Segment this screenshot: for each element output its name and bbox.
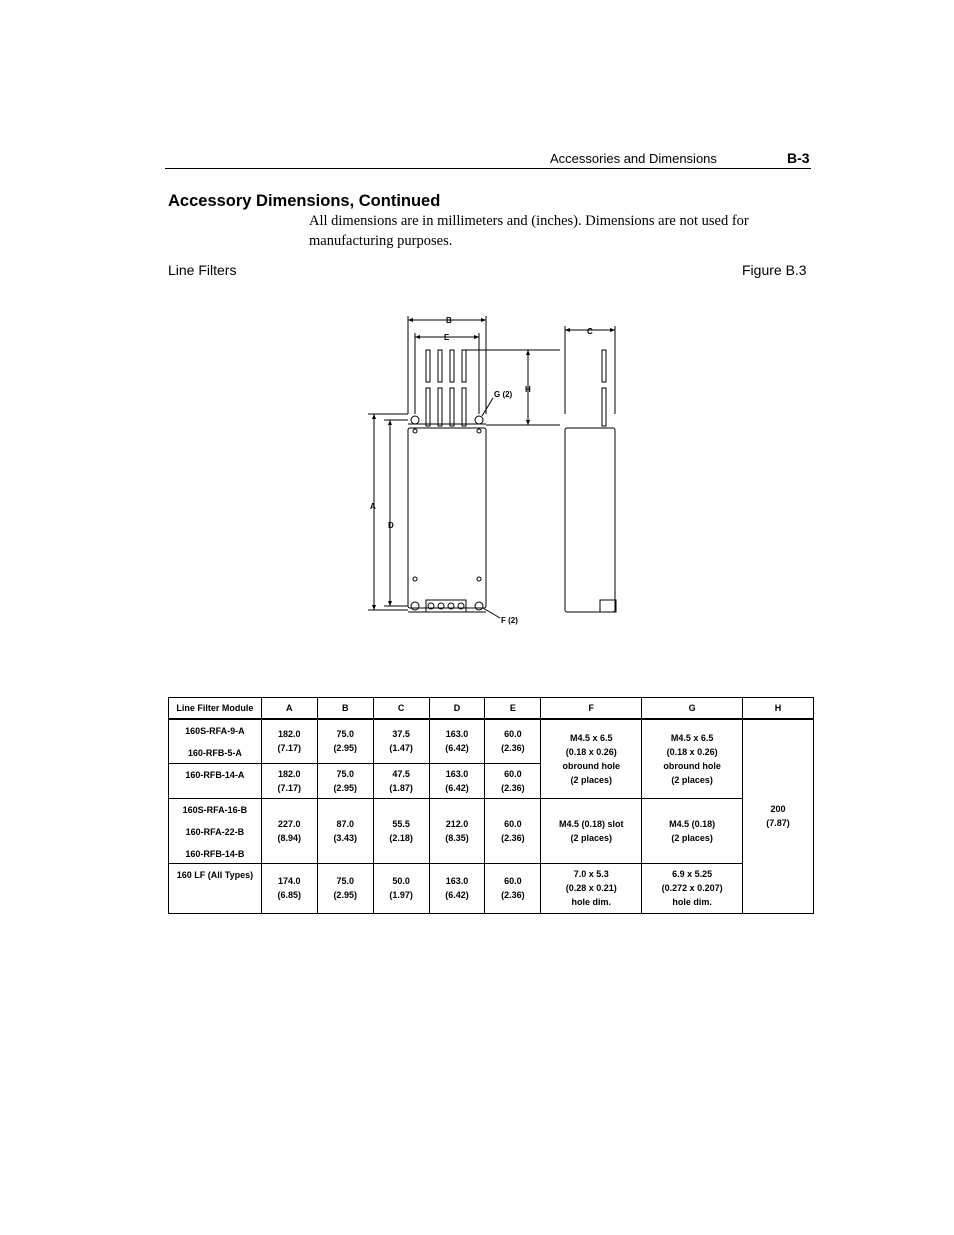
col-header: G [642, 698, 743, 720]
top-left-tab-hole [411, 416, 419, 424]
callout-c: C [587, 327, 593, 336]
table-header-row [169, 698, 814, 720]
dim-cell: 87.0 (3.43) [317, 798, 373, 863]
dim-cell: 55.5 (2.18) [373, 798, 429, 863]
callout-d: D [388, 521, 394, 530]
h-cell: 200 (7.87) [743, 719, 814, 913]
dim-cell: 60.0 (2.36) [485, 798, 541, 863]
dim-cell: 75.0 (2.95) [317, 863, 373, 913]
dim-cell: 163.0 (6.42) [429, 719, 485, 763]
callout-e: E [444, 333, 450, 342]
dim-cell: 60.0 (2.36) [485, 863, 541, 913]
callout-h: H [525, 385, 531, 394]
side-view-body [565, 428, 615, 612]
col-header: Line Filter Module [169, 698, 262, 720]
line-filter-drawing [360, 310, 650, 630]
table-row [169, 863, 814, 913]
col-header: H [743, 698, 814, 720]
col-header: F [541, 698, 642, 720]
module-name: 160S-RFA-9-A [185, 726, 245, 736]
top-right-tab-hole [475, 416, 483, 424]
page-number: B-3 [787, 150, 810, 166]
section-title: Accessory Dimensions, Continued [168, 192, 441, 210]
col-header: C [373, 698, 429, 720]
dim-cell: 163.0 (6.42) [429, 863, 485, 913]
dim-cell: 174.0 (6.85) [261, 863, 317, 913]
dim-cell: 212.0 (8.35) [429, 798, 485, 863]
dim-cell: 37.5 (1.47) [373, 719, 429, 763]
callout-f: F (2) [501, 616, 518, 625]
table-row [169, 719, 814, 763]
module-name: 160-RFB-14-B [185, 848, 245, 859]
header-rule [165, 168, 811, 169]
dim-cell: 227.0 (8.94) [261, 798, 317, 863]
callout-g: G (2) [494, 390, 513, 399]
dim-cell: 47.5 (1.87) [373, 763, 429, 798]
dim-cell: 182.0 (7.17) [261, 719, 317, 763]
dim-cell: 60.0 (2.36) [485, 763, 541, 798]
module-cell [169, 863, 262, 913]
module-name: 160-RFA-22-B [185, 826, 245, 837]
callout-b: B [446, 316, 452, 325]
figure-number-label: Figure B.3 [742, 262, 807, 278]
callout-a: A [370, 502, 376, 511]
g-cell: M4.5 (0.18) (2 places) [642, 798, 743, 863]
front-view-body [408, 428, 486, 608]
dim-cell: 60.0 (2.36) [485, 719, 541, 763]
dim-cell: 50.0 (1.97) [373, 863, 429, 913]
dimensions-table [168, 697, 814, 914]
f-cell: M4.5 (0.18) slot (2 places) [541, 798, 642, 863]
module-name: 160 LF (All Types) [176, 869, 254, 880]
col-header: B [317, 698, 373, 720]
module-cell [169, 763, 262, 798]
intro-paragraph: All dimensions are in millimeters and (inches). Dimensions are not used for manufacturing purposes. [309, 213, 749, 249]
f-cell: 7.0 x 5.3 (0.28 x 0.21) hole dim. [541, 863, 642, 913]
module-name: 160-RFB-14-A [185, 769, 245, 780]
module-name: 160S-RFA-16-B [182, 804, 248, 815]
module-cell [169, 719, 262, 763]
dim-cell: 182.0 (7.17) [261, 763, 317, 798]
g-cell: 6.9 x 5.25 (0.272 x 0.207) hole dim. [642, 863, 743, 913]
figure-topic-label: Line Filters [168, 262, 237, 278]
module-cell [169, 798, 262, 863]
col-header: E [485, 698, 541, 720]
dim-cell: 163.0 (6.42) [429, 763, 485, 798]
running-header-section: Accessories and Dimensions [550, 151, 717, 166]
table-row [169, 798, 814, 863]
module-name: 160-RFB-5-A [187, 748, 242, 758]
dim-cell: 75.0 (2.95) [317, 719, 373, 763]
f-cell: M4.5 x 6.5 (0.18 x 0.26) obround hole (2 places) [541, 719, 642, 798]
col-header: A [261, 698, 317, 720]
g-cell: M4.5 x 6.5 (0.18 x 0.26) obround hole (2 places) [642, 719, 743, 798]
col-header: D [429, 698, 485, 720]
dim-cell: 75.0 (2.95) [317, 763, 373, 798]
